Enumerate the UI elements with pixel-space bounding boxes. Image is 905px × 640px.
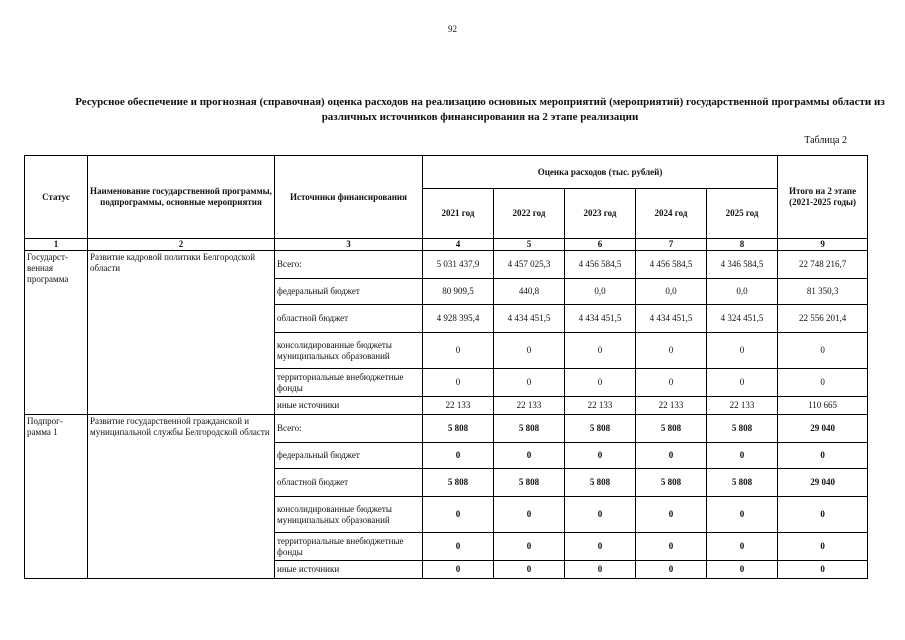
column-number: 5 (494, 239, 565, 251)
status-cell: Подпрог-рамма 1 (25, 415, 88, 579)
document-title: Ресурсное обеспечение и прогнозная (справочная) оценка расходов на реализацию основных мероприятий (мероприятий) государственной программы области из различных источников финансирования на 2 этапе реализации (75, 96, 885, 123)
value-cell: 5 031 437,9 (423, 251, 494, 279)
source-cell: консолидированные бюджеты муниципальных образований (275, 497, 423, 533)
value-cell: 4 457 025,3 (494, 251, 565, 279)
value-cell: 0 (707, 561, 778, 579)
header-year: 2022 год (494, 189, 565, 239)
value-cell: 0 (707, 369, 778, 397)
header-year: 2021 год (423, 189, 494, 239)
value-cell: 0,0 (565, 279, 636, 305)
total-cell: 22 748 216,7 (778, 251, 868, 279)
table-row (25, 415, 868, 443)
value-cell: 0 (494, 533, 565, 561)
page-number: 92 (448, 24, 457, 34)
header-year: 2025 год (707, 189, 778, 239)
total-cell: 0 (778, 497, 868, 533)
value-cell: 0 (494, 497, 565, 533)
program-name-cell: Развитие кадровой политики Белгородской области (88, 251, 275, 415)
value-cell: 4 928 395,4 (423, 305, 494, 333)
value-cell: 0 (423, 443, 494, 469)
value-cell: 0 (636, 497, 707, 533)
value-cell: 0 (565, 533, 636, 561)
value-cell: 5 808 (565, 415, 636, 443)
header-name: Наименование государственной программы, подпрограммы, основные мероприятия (88, 156, 275, 239)
program-name-cell: Развитие государственной гражданской и муниципальной службы Белгородской области (88, 415, 275, 579)
value-cell: 22 133 (423, 397, 494, 415)
value-cell: 4 456 584,5 (565, 251, 636, 279)
source-cell: областной бюджет (275, 305, 423, 333)
column-number: 9 (778, 239, 868, 251)
column-number: 2 (88, 239, 275, 251)
value-cell: 0 (565, 333, 636, 369)
total-cell: 0 (778, 333, 868, 369)
value-cell: 0 (565, 497, 636, 533)
total-cell: 22 556 201,4 (778, 305, 868, 333)
status-cell: Государст-венная программа (25, 251, 88, 415)
source-cell: Всего: (275, 415, 423, 443)
value-cell: 0 (423, 369, 494, 397)
source-cell: иные источники (275, 561, 423, 579)
value-cell: 0 (565, 561, 636, 579)
value-cell: 0 (565, 369, 636, 397)
value-cell: 4 434 451,5 (494, 305, 565, 333)
value-cell: 22 133 (494, 397, 565, 415)
value-cell: 4 324 451,5 (707, 305, 778, 333)
value-cell: 5 808 (494, 415, 565, 443)
value-cell: 0 (423, 497, 494, 533)
value-cell: 0 (636, 333, 707, 369)
source-cell: федеральный бюджет (275, 279, 423, 305)
header-estimate: Оценка расходов (тыс. рублей) (423, 156, 778, 189)
source-cell: иные источники (275, 397, 423, 415)
column-number: 3 (275, 239, 423, 251)
column-number-row (25, 239, 868, 251)
column-number: 6 (565, 239, 636, 251)
table-caption: Таблица 2 (804, 135, 847, 146)
source-cell: Всего: (275, 251, 423, 279)
header-year: 2023 год (565, 189, 636, 239)
value-cell: 4 434 451,5 (565, 305, 636, 333)
value-cell: 5 808 (636, 469, 707, 497)
value-cell: 0 (494, 443, 565, 469)
total-cell: 81 350,3 (778, 279, 868, 305)
financing-table (24, 155, 868, 579)
header-status: Статус (25, 156, 88, 239)
total-cell: 0 (778, 561, 868, 579)
value-cell: 80 909,5 (423, 279, 494, 305)
value-cell: 0 (707, 333, 778, 369)
value-cell: 0 (707, 533, 778, 561)
header-total: Итого на 2 этапе (2021-2025 годы) (778, 156, 868, 239)
total-cell: 29 040 (778, 469, 868, 497)
value-cell: 0 (494, 333, 565, 369)
value-cell: 0 (707, 443, 778, 469)
total-cell: 0 (778, 533, 868, 561)
source-cell: областной бюджет (275, 469, 423, 497)
header-year: 2024 год (636, 189, 707, 239)
value-cell: 4 434 451,5 (636, 305, 707, 333)
value-cell: 0,0 (636, 279, 707, 305)
value-cell: 5 808 (423, 469, 494, 497)
value-cell: 5 808 (707, 469, 778, 497)
value-cell: 0 (423, 333, 494, 369)
value-cell: 22 133 (636, 397, 707, 415)
total-cell: 110 665 (778, 397, 868, 415)
value-cell: 0,0 (707, 279, 778, 305)
value-cell: 5 808 (565, 469, 636, 497)
total-cell: 29 040 (778, 415, 868, 443)
column-number: 1 (25, 239, 88, 251)
value-cell: 5 808 (423, 415, 494, 443)
value-cell: 0 (636, 369, 707, 397)
value-cell: 22 133 (707, 397, 778, 415)
value-cell: 0 (423, 561, 494, 579)
value-cell: 0 (636, 561, 707, 579)
column-number: 7 (636, 239, 707, 251)
value-cell: 0 (565, 443, 636, 469)
source-cell: территориальные внебюджетные фонды (275, 369, 423, 397)
total-cell: 0 (778, 443, 868, 469)
source-cell: федеральный бюджет (275, 443, 423, 469)
value-cell: 0 (636, 533, 707, 561)
value-cell: 5 808 (636, 415, 707, 443)
value-cell: 5 808 (494, 469, 565, 497)
value-cell: 0 (494, 369, 565, 397)
source-cell: территориальные внебюджетные фонды (275, 533, 423, 561)
value-cell: 0 (494, 561, 565, 579)
total-cell: 0 (778, 369, 868, 397)
value-cell: 4 456 584,5 (636, 251, 707, 279)
column-number: 4 (423, 239, 494, 251)
table-row (25, 251, 868, 279)
header-sources: Источники финансирования (275, 156, 423, 239)
value-cell: 22 133 (565, 397, 636, 415)
value-cell: 0 (636, 443, 707, 469)
value-cell: 0 (423, 533, 494, 561)
value-cell: 5 808 (707, 415, 778, 443)
column-number: 8 (707, 239, 778, 251)
value-cell: 4 346 584,5 (707, 251, 778, 279)
value-cell: 440,8 (494, 279, 565, 305)
value-cell: 0 (707, 497, 778, 533)
source-cell: консолидированные бюджеты муниципальных образований (275, 333, 423, 369)
